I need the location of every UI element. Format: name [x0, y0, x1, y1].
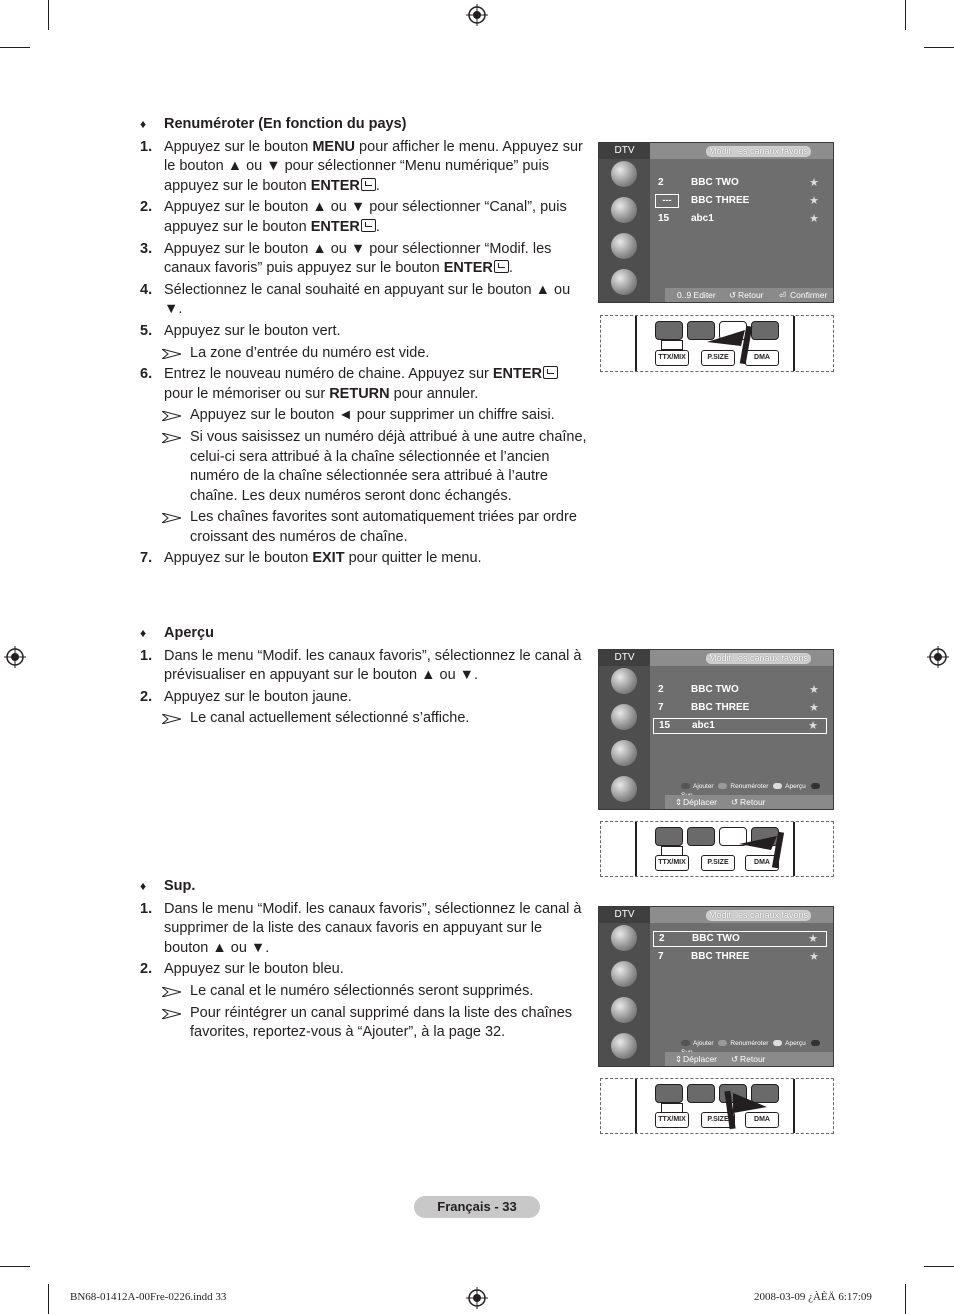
note: Si vous saisissez un numéro déjà attribué à une autre chaîne, celui-ci sera attribué à la chaîne sélectionnée et l’ancien numéro de la chaîne sélectionnée sera attribué à l’autre chaîne. Les deux numéros seront donc échangés.	[140, 428, 590, 506]
confirm-hint: Confirmer	[790, 290, 828, 300]
green-key-icon	[718, 1040, 727, 1046]
return-icon: ↺	[731, 1054, 739, 1064]
step-4: 4. Sélectionnez le canal souhaité en appuyant sur le bouton ▲ ou ▼.	[140, 281, 571, 318]
note: Pour réintégrer un canal supprimé dans la liste des chaînes favorites, reportez-vous à “Ajouter”, à la page 32.	[140, 1004, 590, 1043]
star-icon: ★	[809, 684, 819, 696]
star-icon: ★	[808, 933, 818, 945]
blue-key-icon	[811, 1040, 820, 1046]
enter-icon	[361, 219, 376, 232]
file-slug: BN68-01412A-00Fre-0226.indd 33	[70, 1291, 227, 1303]
color-key-legend: Ajouter Renuméroter Aperçu	[681, 782, 827, 800]
menu-title-bar	[650, 143, 833, 159]
color-key-legend: Ajouter Renuméroter Aperçu	[681, 1039, 827, 1057]
red-button[interactable]	[655, 321, 683, 340]
dtv-label: DTV	[599, 650, 650, 666]
note: Le canal actuellement sélectionné s’affiche.	[140, 709, 590, 729]
red-button[interactable]	[655, 827, 683, 846]
edit-hint: 0..9 Editer	[677, 290, 716, 300]
star-icon: ★	[808, 720, 818, 732]
note-arrow-icon	[162, 411, 181, 421]
star-icon: ★	[809, 702, 819, 714]
red-key-icon	[681, 1040, 690, 1046]
red-key-icon	[681, 783, 690, 789]
remote-illustration	[600, 315, 834, 372]
ttx-mix-button[interactable]: TTX/MIX	[655, 350, 689, 366]
psize-button[interactable]: P.SIZE	[701, 1112, 735, 1128]
star-icon: ★	[809, 213, 819, 225]
section-title: ♦ Aperçu	[140, 625, 214, 641]
registration-mark-icon	[927, 646, 949, 668]
remote-illustration	[600, 1078, 834, 1134]
note-arrow-icon	[162, 987, 181, 997]
screen-footer	[665, 795, 833, 809]
enter-icon	[361, 178, 376, 191]
section-preview	[140, 624, 590, 731]
enter-icon	[543, 366, 558, 379]
menu-title-bar	[650, 650, 833, 666]
sound-menu-icon	[611, 704, 637, 730]
enter-icon	[494, 260, 509, 273]
note-arrow-icon	[162, 349, 181, 359]
channel-menu-icon	[611, 997, 637, 1023]
crop-mark	[905, 1284, 906, 1314]
note-arrow-icon	[162, 1009, 181, 1019]
step-3: 3. Appuyez sur le bouton ▲ ou ▼ pour sélectionner “Modif. les canaux favoris” puis appuyez sur le bouton ENTER .	[140, 240, 552, 277]
number-entry-field[interactable]: ---	[655, 194, 679, 208]
sound-menu-icon	[611, 197, 637, 223]
enter-icon: ⏎	[779, 290, 787, 300]
setup-menu-icon	[611, 269, 637, 295]
dma-button[interactable]: DMA	[745, 350, 779, 366]
step-6: 6. Entrez le nouveau numéro de chaine. Appuyez sur ENTER pour le mémoriser ou sur RETURN pour annuler.	[140, 365, 590, 404]
note-arrow-icon	[162, 513, 181, 523]
step-5: 5. Appuyez sur le bouton vert.	[140, 322, 341, 339]
note: La zone d’entrée du numéro est vide.	[140, 344, 590, 364]
channel-row[interactable]: 7 BBC THREE ★	[658, 702, 819, 714]
back-hint: Retour	[738, 290, 764, 300]
blue-button[interactable]	[751, 321, 779, 340]
star-icon: ★	[809, 951, 819, 963]
channel-menu-icon	[611, 740, 637, 766]
screen-footer	[665, 288, 833, 302]
dma-button[interactable]: DMA	[745, 855, 779, 871]
note: Appuyez sur le bouton ◄ pour supprimer un chiffre saisi.	[140, 406, 590, 426]
channel-row[interactable]: 15 abc1 ★	[658, 213, 819, 225]
red-button[interactable]	[655, 1084, 683, 1103]
note: Les chaînes favorites sont automatiquement triées par ordre croissant des numéros de chaîne.	[140, 508, 590, 547]
crop-mark	[0, 1266, 30, 1267]
ttx-mix-button[interactable]: TTX/MIX	[655, 1112, 689, 1128]
move-hint: Déplacer	[683, 1054, 718, 1064]
step-2: 2. Appuyez sur le bouton jaune.	[140, 688, 352, 705]
teletext-icon	[661, 340, 683, 350]
ttx-mix-button[interactable]: TTX/MIX	[655, 855, 689, 871]
step-7: 7. Appuyez sur le bouton EXIT pour quitter le menu.	[140, 550, 482, 567]
setup-menu-icon	[611, 776, 637, 802]
tv-screen-renumber	[598, 142, 834, 303]
menu-title: Modif. les canaux favoris	[706, 653, 811, 664]
section-title: ♦ Sup.	[140, 878, 196, 894]
crop-mark	[48, 1284, 49, 1314]
setup-menu-icon	[611, 1033, 637, 1059]
crop-mark	[924, 1266, 954, 1267]
step-2: 2. Appuyez sur le bouton bleu.	[140, 961, 344, 978]
picture-menu-icon	[611, 668, 637, 694]
remote-illustration	[600, 821, 834, 877]
screen-footer	[665, 1052, 833, 1066]
picture-menu-icon	[611, 925, 637, 951]
tv-screen-delete	[598, 906, 834, 1067]
crop-mark	[0, 47, 30, 48]
channel-row-selected[interactable]: 15 abc1 ★	[653, 718, 827, 734]
channel-row-selected[interactable]: 2 BBC TWO ★	[653, 931, 827, 947]
blue-key-icon	[811, 783, 820, 789]
step-1: 1. Appuyez sur le bouton MENU pour afficher le menu. Appuyez sur le bouton ▲ ou ▼ pour sélectionner “Menu numérique” puis appuyez sur le bouton ENTER .	[140, 138, 583, 194]
yellow-key-icon	[773, 783, 782, 789]
channel-row[interactable]: 2 BBC TWO ★	[658, 684, 819, 696]
move-hint: Déplacer	[683, 797, 718, 807]
registration-mark-icon	[4, 646, 26, 668]
step-2: 2. Appuyez sur le bouton ▲ ou ▼ pour sélectionner “Canal”, puis appuyez sur le bouton ENTER .	[140, 199, 567, 235]
star-icon: ★	[809, 177, 819, 189]
note-arrow-icon	[162, 433, 181, 443]
green-key-icon	[718, 783, 727, 789]
note: Le canal et le numéro sélectionnés seront supprimés.	[140, 982, 590, 1002]
registration-mark-icon	[466, 1287, 488, 1309]
star-icon: ★	[809, 195, 819, 207]
return-icon: ↺	[729, 290, 737, 300]
hand-pointer-icon	[737, 828, 787, 872]
channel-row[interactable]: 2 BBC TWO ★	[658, 177, 819, 189]
hand-pointer-icon	[705, 322, 755, 366]
page-number: Français - 33	[414, 1196, 540, 1218]
crop-mark	[48, 0, 49, 30]
registration-mark-icon	[466, 4, 488, 26]
back-hint: Retour	[740, 797, 766, 807]
return-icon: ↺	[731, 797, 739, 807]
section-delete	[140, 877, 590, 1045]
dtv-label: DTV	[599, 907, 650, 923]
psize-button[interactable]: P.SIZE	[701, 855, 735, 871]
dma-button[interactable]: DMA	[745, 1112, 779, 1128]
tv-screen-preview	[598, 649, 834, 810]
channel-row[interactable]: --- BBC THREE ★	[653, 193, 827, 209]
note-arrow-icon	[162, 714, 181, 724]
date-slug: 2008-03-09 ¿ÀÈÄ 6:17:09	[754, 1291, 872, 1303]
step-1: 1. Dans le menu “Modif. les canaux favoris”, sélectionnez le canal à prévisualiser en appuyant sur le bouton ▲ ou ▼.	[140, 647, 582, 684]
step-1: 1. Dans le menu “Modif. les canaux favoris”, sélectionnez le canal à supprimer de la liste des canaux favoris en appuyant sur le bouton ▲ ou ▼.	[140, 900, 582, 956]
back-hint: Retour	[740, 1054, 766, 1064]
crop-mark	[905, 0, 906, 30]
section-renumber	[140, 115, 590, 571]
crop-mark	[924, 47, 954, 48]
picture-menu-icon	[611, 161, 637, 187]
dtv-label: DTV	[599, 143, 650, 159]
menu-title: Modif. les canaux favoris	[706, 910, 811, 921]
menu-title-bar	[650, 907, 833, 923]
channel-menu-icon	[611, 233, 637, 259]
section-title: ♦ Renuméroter (En fonction du pays)	[140, 116, 407, 132]
green-button[interactable]	[687, 1084, 715, 1103]
sound-menu-icon	[611, 961, 637, 987]
menu-title: Modif. les canaux favoris	[706, 146, 811, 157]
move-icon: ⇕	[675, 1054, 683, 1064]
psize-button[interactable]: P.SIZE	[701, 350, 735, 366]
hand-pointer-icon	[713, 1087, 769, 1131]
move-icon: ⇕	[675, 797, 683, 807]
channel-row[interactable]: 7 BBC THREE ★	[658, 951, 819, 963]
green-button[interactable]	[687, 827, 715, 846]
yellow-key-icon	[773, 1040, 782, 1046]
